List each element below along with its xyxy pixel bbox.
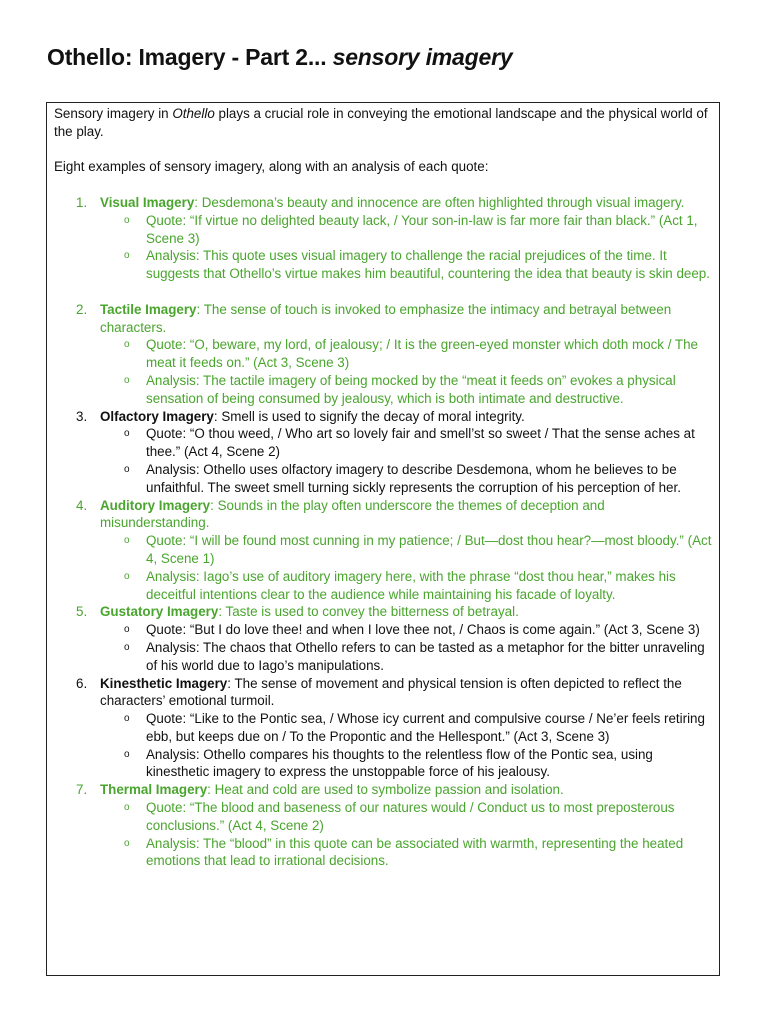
bullet-icon: o xyxy=(124,570,130,582)
bullet-icon: o xyxy=(124,713,130,725)
list-item-heading-line xyxy=(100,497,712,533)
analysis-text: Analysis: The tactile imagery of being mocked by the “meat it feeds on” evokes a physical sensation of being consumed by jealousy, which is both intimate and destructive. xyxy=(146,372,676,406)
bullet-icon: o xyxy=(124,802,130,814)
list-item-gustatory-imagery xyxy=(54,603,712,674)
analysis-text: Analysis: This quote uses visual imagery to challenge the racial prejudices of the time. It suggests that Othello’s virtue makes him beautiful, countering the idea that beauty is skin deep. xyxy=(146,248,710,282)
paragraph-gap xyxy=(54,176,712,194)
list-item-number: 1. xyxy=(76,194,88,210)
sub-item-quote xyxy=(100,425,712,461)
bullet-icon: o xyxy=(124,214,130,226)
list-item-heading: Olfactory Imagery xyxy=(100,408,214,424)
sub-item-analysis xyxy=(100,461,712,497)
sub-item-analysis xyxy=(100,568,712,604)
list-item-description: : Taste is used to convey the bitterness of betrayal. xyxy=(218,604,519,620)
sub-item-analysis xyxy=(100,372,712,408)
list-item-heading: Kinesthetic Imagery xyxy=(100,675,228,691)
list-item-heading: Gustatory Imagery xyxy=(100,604,219,620)
sub-list xyxy=(100,336,712,407)
bullet-icon: o xyxy=(124,463,130,475)
list-item-description: : Smell is used to signify the decay of moral integrity. xyxy=(213,408,525,424)
bullet-icon: o xyxy=(124,374,130,386)
sub-item-quote xyxy=(100,710,712,746)
list-item-description: : The sense of touch is invoked to emphasize the intimacy and betrayal between characters. xyxy=(100,301,672,335)
list-item-heading: Thermal Imagery xyxy=(100,782,208,798)
quote-text: Quote: “The blood and baseness of our natures would / Conduct us to most preposterous conclusions.” (Act 4, Scene 2) xyxy=(146,800,675,833)
bullet-icon: o xyxy=(124,339,130,351)
analysis-text: Analysis: The “blood” in this quote can be associated with warmth, representing the heated emotions that lead to irrational decisions. xyxy=(146,835,684,869)
quote-text: Quote: “But I do love thee! and when I love thee not, / Chaos is come again.” (Act 3, Scene 3) xyxy=(146,622,700,638)
sub-item-analysis xyxy=(100,746,712,782)
list-item-number: 3. xyxy=(76,408,88,424)
sub-item-quote xyxy=(100,212,712,248)
imagery-list xyxy=(54,194,712,870)
analysis-text: Analysis: Iago’s use of auditory imagery here, with the phrase “dost thou hear,” makes his deceitful intentions clear to the audience while maintaining his facade of loyalty. xyxy=(146,568,676,602)
intro-text-start: Sensory imagery in xyxy=(54,106,173,121)
list-item-kinesthetic-imagery xyxy=(54,675,712,782)
sub-item-analysis xyxy=(100,247,712,283)
page-title-italic: sensory imagery xyxy=(332,44,513,70)
list-item-tactile-imagery xyxy=(54,301,712,408)
item-spacer xyxy=(100,283,712,301)
sub-list xyxy=(100,425,712,496)
list-item-heading: Visual Imagery xyxy=(100,194,195,210)
content-box xyxy=(46,102,720,976)
bullet-icon: o xyxy=(124,748,130,760)
sub-item-quote xyxy=(100,532,712,568)
sub-list xyxy=(100,212,712,283)
list-item-heading-line xyxy=(100,675,712,711)
list-item-description: : Desdemona’s beauty and innocence are often highlighted through visual imagery. xyxy=(194,194,685,210)
list-item-heading-line xyxy=(100,781,712,799)
quote-text: Quote: “I will be found most cunning in my patience; / But—dost thou hear?—most bloody.” (Act 4, Scene 1) xyxy=(146,533,712,566)
bullet-icon: o xyxy=(124,428,130,440)
quote-text: Quote: “O thou weed, / Who art so lovely fair and smell’st so sweet / That the sense aches at thee.” (Act 4, Scene 2) xyxy=(146,426,695,460)
list-item-number: 2. xyxy=(76,301,88,317)
list-item-description: : Heat and cold are used to symbolize passion and isolation. xyxy=(207,782,564,798)
list-item-heading-line xyxy=(100,301,712,337)
list-item-description: : Sounds in the play often underscore the themes of deception and misunderstanding. xyxy=(100,497,605,531)
intro-lead: Eight examples of sensory imagery, along with an analysis of each quote: xyxy=(54,159,489,175)
sub-list xyxy=(100,799,712,870)
analysis-text: Analysis: Othello uses olfactory imagery to describe Desdemona, whom he believes to be unfaithful. The sweet smell turning sickly represents the corruption of his perception of her. xyxy=(146,461,681,495)
paragraph-gap xyxy=(54,141,712,159)
bullet-icon: o xyxy=(124,250,130,262)
list-item-description: : The sense of movement and physical tension is often depicted to reflect the characters’ emotional turmoil. xyxy=(100,675,682,709)
quote-text: Quote: “O, beware, my lord, of jealousy; / It is the green-eyed monster which doth mock / The meat it feeds on.” (Act 3, Scene 3) xyxy=(146,337,698,371)
sub-list xyxy=(100,532,712,603)
list-item-heading-line xyxy=(100,408,712,426)
sub-list xyxy=(100,710,712,781)
sub-item-quote xyxy=(100,799,712,835)
intro-play-title: Othello xyxy=(172,106,215,121)
list-item-visual-imagery xyxy=(54,194,712,301)
quote-text: Quote: “Like to the Pontic sea, / Whose icy current and compulsive course / Ne’er feels retiring ebb, but keeps due on / To the Propontic and the Hellespont.” (Act 3, Scene 3) xyxy=(146,711,705,744)
bullet-icon: o xyxy=(124,641,130,653)
sub-item-analysis xyxy=(100,835,712,871)
page-title xyxy=(47,42,512,72)
sub-list xyxy=(100,621,712,674)
page-title-main: Othello: Imagery - Part 2... xyxy=(47,44,333,70)
list-item-heading-line xyxy=(100,603,712,621)
list-item-number: 5. xyxy=(76,604,88,620)
list-item-number: 4. xyxy=(76,497,88,513)
list-item-auditory-imagery xyxy=(54,497,712,604)
sub-item-quote xyxy=(100,621,712,639)
list-item-olfactory-imagery xyxy=(54,408,712,497)
bullet-icon: o xyxy=(124,624,130,636)
quote-text: Quote: “If virtue no delighted beauty lack, / Your son-in-law is far more fair than black.” (Act 1, Scene 3) xyxy=(146,212,698,246)
bullet-icon: o xyxy=(124,535,130,547)
list-item-thermal-imagery xyxy=(54,781,712,870)
list-item-number: 7. xyxy=(76,782,88,798)
analysis-text: Analysis: The chaos that Othello refers to can be tasted as a metaphor for the bitter unraveling of his world due to Iago’s manipulations. xyxy=(146,639,705,673)
list-item-heading: Auditory Imagery xyxy=(100,497,211,513)
bullet-icon: o xyxy=(124,837,130,849)
list-item-number: 6. xyxy=(76,675,88,691)
list-item-heading: Tactile Imagery xyxy=(100,301,197,317)
intro-text-end: plays a crucial role in conveying the emotional landscape and the physical world of the play. xyxy=(54,106,708,139)
analysis-text: Analysis: Othello compares his thoughts to the relentless flow of the Pontic sea, using kinesthetic imagery to express the unstoppable force of his jealousy. xyxy=(146,746,653,780)
list-item-heading-line xyxy=(100,194,712,212)
sub-item-quote xyxy=(100,336,712,372)
intro-paragraph xyxy=(54,105,712,141)
sub-item-analysis xyxy=(100,639,712,675)
